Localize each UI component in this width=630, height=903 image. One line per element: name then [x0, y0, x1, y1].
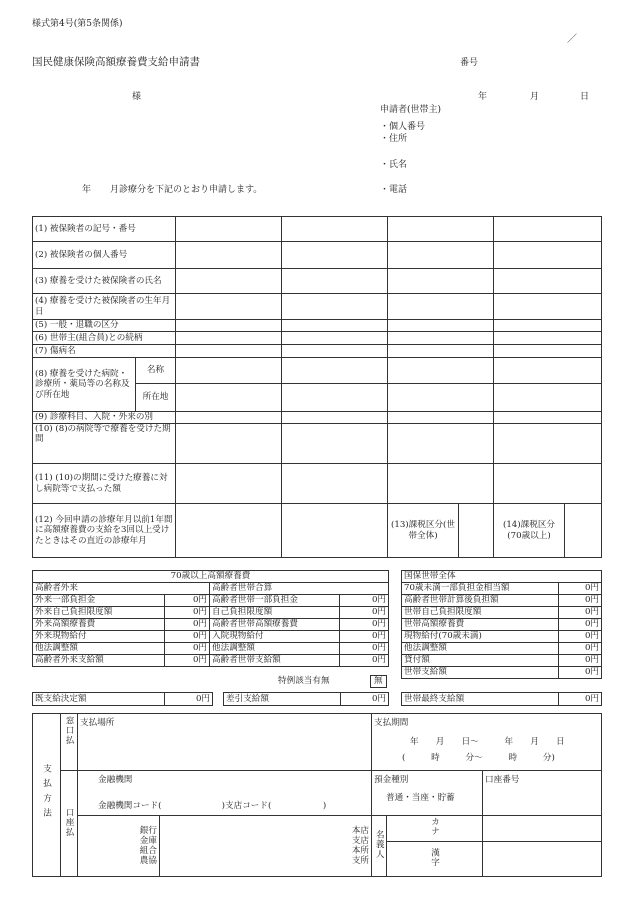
- phone-label: ・電話: [380, 185, 408, 195]
- payment-method-table: [32, 713, 602, 877]
- kokuho-row-value: 0円: [559, 595, 602, 607]
- kokuho-row-label: 世帯自己負担限度額: [402, 607, 559, 619]
- kokuho-row-label: 現物給付(70歳未満): [402, 631, 559, 643]
- elderly-left-value: 0円: [165, 607, 210, 619]
- input-cell[interactable]: [176, 464, 282, 504]
- input-cell[interactable]: [459, 504, 494, 558]
- elderly-mid-value: 0円: [340, 595, 389, 607]
- input-cell[interactable]: [282, 464, 388, 504]
- applicant-label: 申請者(世帯主): [380, 105, 442, 115]
- elderly-mid-label: 他法調整額: [210, 643, 340, 655]
- input-cell[interactable]: [176, 412, 282, 424]
- kokuho-row-label: 70歳未満一部負担金相当額: [402, 583, 559, 595]
- input-cell[interactable]: [176, 269, 282, 294]
- input-cell[interactable]: [494, 242, 602, 269]
- input-cell[interactable]: [176, 345, 282, 358]
- kokuho-row-label: 他法調整額: [402, 643, 559, 655]
- payment-method-label: 支払方法: [33, 714, 61, 877]
- elderly-mid-label: 入院現物給付: [210, 631, 340, 643]
- input-cell[interactable]: [176, 424, 282, 464]
- row-department: (9) 診療科目、入院・外来の別: [33, 412, 176, 424]
- applicant-name-label: ・氏名: [380, 160, 408, 170]
- elderly-mid-value: 0円: [340, 619, 389, 631]
- input-cell[interactable]: [176, 384, 282, 412]
- date-year-label: 年: [478, 92, 488, 102]
- elderly-left-label: 外来自己負担限度額: [33, 607, 165, 619]
- input-cell[interactable]: [388, 332, 494, 345]
- apply-year-label: 年: [82, 185, 92, 195]
- kokuho-row-label: 世帯支給額: [402, 667, 559, 679]
- kokuho-row-label: 高齢者世帯計算後負担額: [402, 595, 559, 607]
- kokuho-row-value: 0円: [559, 643, 602, 655]
- window-payment-label: 窓口払: [61, 714, 78, 771]
- special-case-value[interactable]: 無: [370, 675, 387, 688]
- final-amount-label: 世帯最終支給額: [402, 693, 559, 706]
- difference-amount-label: 差引支給額: [224, 693, 341, 706]
- elderly-left-value: 0円: [165, 631, 210, 643]
- bank-type-cell[interactable]: 銀行 金庫 組合 農協: [78, 816, 160, 877]
- input-cell[interactable]: [282, 384, 388, 412]
- kokuho-row-value: 0円: [559, 631, 602, 643]
- holder-label: 名義人: [372, 816, 387, 877]
- row-patient-birthdate: (4) 療養を受けた被保険者の生年月日: [33, 294, 176, 320]
- elderly-left-value: 0円: [165, 655, 210, 667]
- elderly-left-value: 0円: [165, 595, 210, 607]
- row-insured-symbol-number: (1) 被保険者の記号・番号: [33, 217, 176, 242]
- row-amount-paid: (11) (10)の期間に受けた療養に対し病院等で支払った額: [33, 464, 176, 504]
- kanji-input[interactable]: [483, 842, 602, 877]
- branch-type-cell[interactable]: 本店 支店 本所 支所: [160, 816, 372, 877]
- kokuho-row-value: 0円: [559, 583, 602, 595]
- elderly-mid-value: 0円: [340, 643, 389, 655]
- deposit-type-cell[interactable]: 預金種別 普通・当座・貯蓄: [372, 771, 483, 816]
- final-amount-table: [401, 692, 602, 706]
- kanji-label: 漢字: [387, 842, 483, 877]
- input-cell[interactable]: [388, 424, 494, 464]
- input-cell[interactable]: [388, 217, 494, 242]
- difference-amount-table: [223, 692, 389, 706]
- payment-period-cell[interactable]: 支払期間 年 月 日～ 年 月 日 ( 時 分～ 時 分): [372, 714, 602, 771]
- payment-place-cell[interactable]: 支払場所: [78, 714, 372, 771]
- difference-amount-value: 0円: [341, 693, 389, 706]
- row-patient-name: (3) 療養を受けた被保険者の氏名: [33, 269, 176, 294]
- elderly-mid-value: 0円: [340, 631, 389, 643]
- kokuho-row-value: 0円: [559, 655, 602, 667]
- input-cell[interactable]: [282, 345, 388, 358]
- hospital-name-label: 名称: [136, 358, 176, 384]
- input-cell[interactable]: [494, 217, 602, 242]
- input-cell[interactable]: [388, 345, 494, 358]
- input-cell[interactable]: [282, 412, 388, 424]
- account-payment-label: 口座払: [61, 771, 78, 877]
- number-label: 番号: [460, 58, 479, 68]
- row-relationship: (6) 世帯主(組合員)との続柄: [33, 332, 176, 345]
- input-cell[interactable]: [494, 332, 602, 345]
- decided-amount-value: 0円: [165, 693, 213, 706]
- row-previous-claims: (12) 今回申請の診療年月以前1年間に高額療養費の支給を3回以上受けたときはその直近の診療年月: [33, 504, 176, 558]
- personal-number-label: ・個人番号: [380, 122, 426, 132]
- hospital-location-label: 所在地: [136, 384, 176, 412]
- account-number-cell[interactable]: 口座番号: [483, 771, 602, 816]
- elderly-outpatient-header: 高齢者外来: [33, 583, 210, 595]
- financial-institution-cell[interactable]: 金融機関 金融機関コード( )支店コード( ): [78, 771, 372, 816]
- kokuho-row-label: 貸付額: [402, 655, 559, 667]
- input-cell[interactable]: [176, 294, 282, 320]
- main-application-table: [32, 216, 602, 558]
- input-cell[interactable]: [494, 358, 602, 384]
- elderly-mid-value: 0円: [340, 607, 389, 619]
- input-cell[interactable]: [494, 294, 602, 320]
- input-cell[interactable]: [282, 332, 388, 345]
- elderly-section-title: 70歳以上高額療養費: [33, 571, 389, 583]
- input-cell[interactable]: [282, 424, 388, 464]
- input-cell[interactable]: [388, 294, 494, 320]
- elderly-left-value: 0円: [165, 619, 210, 631]
- input-cell[interactable]: [282, 242, 388, 269]
- kokuho-row-value: 0円: [559, 619, 602, 631]
- row-treatment-period: (10) (8)の病院等で療養を受けた期間: [33, 424, 176, 464]
- input-cell[interactable]: [282, 504, 388, 558]
- input-cell[interactable]: [176, 332, 282, 345]
- tax-class-household-label: (13)課税区分(世帯全体): [388, 504, 459, 558]
- input-cell[interactable]: [282, 358, 388, 384]
- input-cell[interactable]: [388, 412, 494, 424]
- elderly-left-label: 高齢者外来支給額: [33, 655, 165, 667]
- address-label: ・住所: [380, 134, 408, 144]
- decided-amount-table: [32, 692, 213, 706]
- input-cell[interactable]: [494, 464, 602, 504]
- elderly-mid-label: 高齢者世帯支給額: [210, 655, 340, 667]
- input-cell[interactable]: [282, 294, 388, 320]
- input-cell[interactable]: [388, 320, 494, 332]
- row-general-retired: (5) 一般・退職の区分: [33, 320, 176, 332]
- input-cell[interactable]: [494, 269, 602, 294]
- row-insured-personal-number: (2) 被保険者の個人番号: [33, 242, 176, 269]
- input-cell[interactable]: [388, 269, 494, 294]
- page-title: 国民健康保険高額療養費支給申請書: [32, 56, 200, 68]
- elderly-left-label: 他法調整額: [33, 643, 165, 655]
- date-day-label: 日: [580, 92, 590, 102]
- elderly-mid-label: 高齢者世帯一部負担金: [210, 595, 340, 607]
- elderly-left-label: 外来高額療養費: [33, 619, 165, 631]
- elderly-benefit-table: [32, 570, 389, 667]
- kokuho-row-value: 0円: [559, 667, 602, 679]
- elderly-left-value: 0円: [165, 643, 210, 655]
- kokuho-household-table: [401, 570, 602, 679]
- input-cell[interactable]: [388, 358, 494, 384]
- slash-mark: ／: [567, 34, 577, 45]
- input-cell[interactable]: [282, 217, 388, 242]
- input-cell[interactable]: [494, 320, 602, 332]
- final-amount-value: 0円: [559, 693, 602, 706]
- elderly-mid-label: 高齢者世帯高額療養費: [210, 619, 340, 631]
- input-cell[interactable]: [176, 320, 282, 332]
- decided-amount-label: 既支給決定額: [33, 693, 165, 706]
- input-cell[interactable]: [565, 504, 602, 558]
- input-cell[interactable]: [494, 384, 602, 412]
- tax-class-elderly-label: (14)課税区分(70歳以上): [494, 504, 565, 558]
- row-disease-name: (7) 傷病名: [33, 345, 176, 358]
- input-cell[interactable]: [176, 217, 282, 242]
- sama-label: 様: [132, 92, 142, 102]
- kana-input[interactable]: [483, 816, 602, 842]
- input-cell[interactable]: [388, 464, 494, 504]
- input-cell[interactable]: [388, 242, 494, 269]
- input-cell[interactable]: [176, 358, 282, 384]
- kokuho-section-title: 国保世帯全体: [402, 571, 602, 583]
- date-month-label: 月: [530, 92, 540, 102]
- kokuho-row-label: 世帯高額療養費: [402, 619, 559, 631]
- input-cell[interactable]: [176, 242, 282, 269]
- input-cell[interactable]: [282, 320, 388, 332]
- elderly-mid-value: 0円: [340, 655, 389, 667]
- elderly-mid-label: 自己負担限度額: [210, 607, 340, 619]
- input-cell[interactable]: [388, 384, 494, 412]
- input-cell[interactable]: [176, 504, 282, 558]
- elderly-left-label: 外来現物給付: [33, 631, 165, 643]
- special-case-label: 特例該当有無: [278, 676, 330, 686]
- apply-statement: 月診療分を下記のとおり申請します。: [110, 185, 263, 195]
- input-cell[interactable]: [494, 424, 602, 464]
- elderly-left-label: 外来一部負担金: [33, 595, 165, 607]
- input-cell[interactable]: [494, 345, 602, 358]
- input-cell[interactable]: [282, 269, 388, 294]
- input-cell[interactable]: [494, 412, 602, 424]
- kokuho-row-value: 0円: [559, 607, 602, 619]
- elderly-household-header: 高齢者世帯合算: [210, 583, 389, 595]
- form-number: 様式第4号(第5条関係): [32, 19, 123, 29]
- kana-label: カナ: [387, 816, 483, 842]
- row-hospital: (8) 療養を受けた病院・診療所・薬局等の名称及び所在地: [33, 358, 136, 412]
